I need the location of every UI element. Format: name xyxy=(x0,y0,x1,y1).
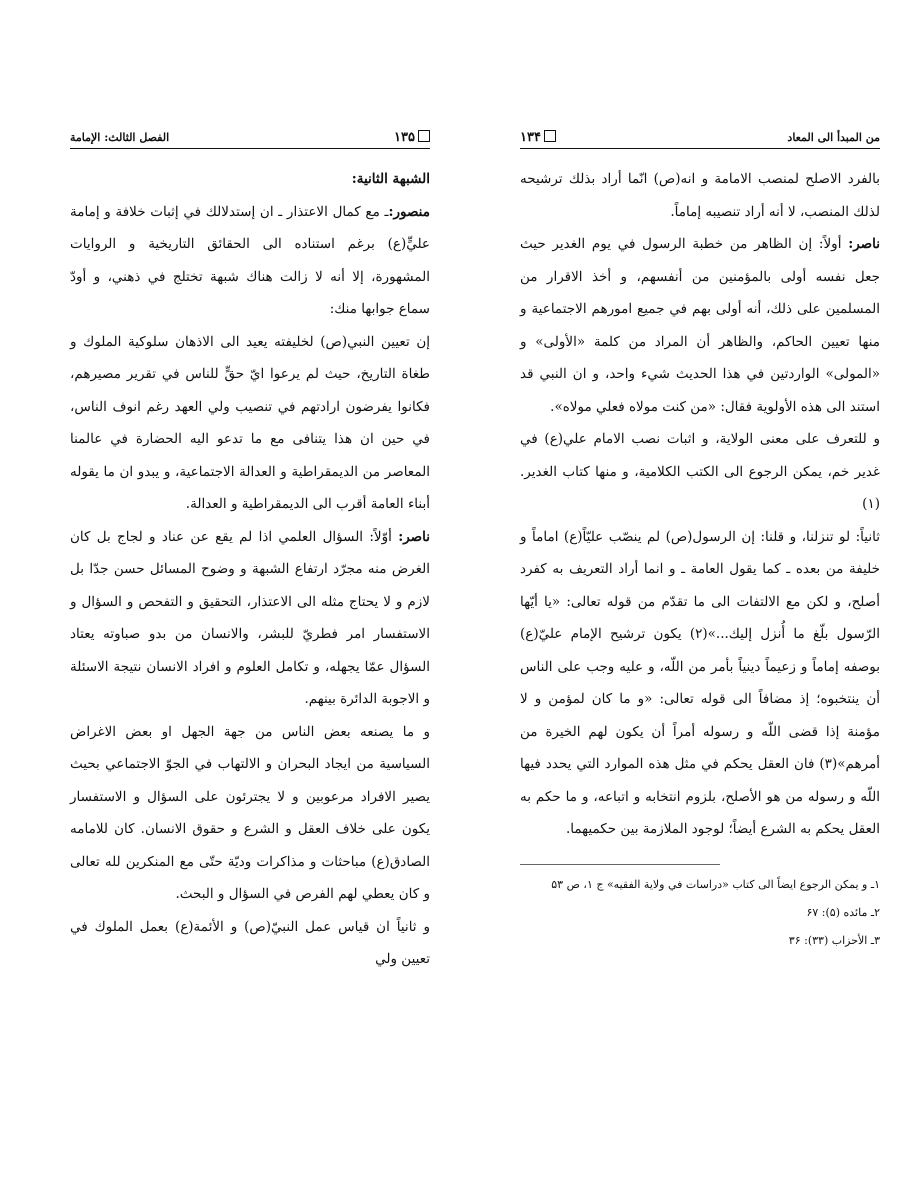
paragraph: و ثانياً ان قياس عمل النبيّ(ص) و الأئمة(ع) بعمل الملوك في تعيين ولي xyxy=(70,918,430,967)
running-header: من المبدأ الى المعاد xyxy=(787,131,880,144)
page-body xyxy=(70,163,430,976)
box-icon xyxy=(544,130,556,142)
paragraph: و ما يصنعه بعض الناس من جهة الجهل او بعض الاغراض السياسية من ايجاد البحران و الالتهاب في الجوّ الاجتماعي بحيث يصير الافراد مرعوبين و لا يجترئون على السؤال و الاستفسار يكون على خلاف العقل و الشرع و حقوق الانسان. كان للامامه الصادق(ع) مباحثات و مذاكرات وديّة حتّى مع المنكرين لله تعالى و كان يعطي لهم الفرص في السؤال و البحث. xyxy=(70,723,430,902)
paragraph: ثانياً: لو تنزلنا، و قلنا: إن الرسول(ص) لم ينصّب عليّاً(ع) اماماً و خليفة من بعده ـ كما يقول العامة ـ و انما أراد التعريف به كفرد أصلح، و لكن مع الالتفات الى ما تقدّم من قوله تعالى: «يا أيّها الرّسول بلّغ ما أُنزل إليك...»(۲) يكون ترشيح الإمام عليّ(ع) بوصفه إماماً و زعيماً دينياً بأمر من اللّه، و عليه وجب على الناس أن ينتخبوه؛ إذ مضافاً الى قوله تعالى: «و ما كان لمؤمن و لا مؤمنة إذا قضى اللّه و رسوله أمراً أن يكون لهم الخيرة من أمرهم»(۳) فان العقل يحكم في مثل هذه الموارد التي يحدد فيها اللّه و رسوله من هو الأصلح، بلزوم انتخابه و اتباعه، و ما حكم به العقل يحكم به الشرع أيضاً؛ لوجود الملازمة بين حكميهما. xyxy=(520,528,880,837)
page-number: ۱۳۵ xyxy=(394,130,430,145)
page-header xyxy=(70,130,430,149)
paragraph: بالفرد الاصلح لمنصب الامامة و انه(ص) انّما أراد بذلك ترشيحه لذلك المنصب، لا أنه أراد تنصيبه إماماً. xyxy=(520,171,880,220)
footnotes xyxy=(520,871,880,955)
running-header: الفصل الثالث: الإمامة xyxy=(70,131,170,144)
speaker-label: ناصر: xyxy=(398,528,430,545)
left-page xyxy=(70,130,430,976)
speaker-label: ناصر: xyxy=(848,236,880,252)
page-number: ۱۳۴ xyxy=(520,130,556,145)
paragraph: منصور:ـ مع كمال الاعتذار ـ ان إستدلالك في إثبات خلافة و إمامة عليٍّ(ع) برغم استناده الى الحقائق التاريخية و الروايات المشهورة، إلا أنه لا زالت هناك شبهة تختلج في ذهني، و أودّ سماع جوابها منك: xyxy=(70,203,430,317)
page-header xyxy=(520,130,880,149)
paragraph: و للتعرف على معنى الولاية، و اثبات نصب الامام علي(ع) في غدير خم، يمكن الرجوع الى الكتب الكلامية، و منها كتاب الغدير.(۱) xyxy=(520,431,880,512)
footnote: ۳ـ الأحزاب (۳۳): ۳۶ xyxy=(788,933,880,947)
footnote: ۲ـ مائده (۵): ۶۷ xyxy=(806,905,880,919)
box-icon xyxy=(418,130,430,142)
footnote: ۱ـ و يمكن الرجوع ايضاً الى كتاب «دراسات في ولاية الفقيه» ج ۱، ص ۵۳ xyxy=(551,877,880,891)
footnote-divider xyxy=(520,864,720,865)
paragraph: ناصر: أوّلاً: السؤال العلمي اذا لم يقع عن عناد و لجاج بل كان الغرض منه مجرّد ارتفاع الشبهة و وضوح المسائل حسن جدّا بل لازم و لا يحتاج مثله الى الاعتذار، التحقيق و التفحص و السؤال و الاستفسار امر فطريّ للبشر، والانسان من بدو صباوته يعتاد السؤال عمّا يجهله، و تكامل العلوم و افراد الانسان نتيجة الاسئلة و الاجوبة الدائرة بينهم. xyxy=(70,528,430,707)
paragraph: إن تعيين النبي(ص) لخليفته يعيد الى الاذهان سلوكية الملوك و طغاة التاريخ، حيث لم يرعوا ايّ حقٍّ للناس في تقرير مصيرهم، فكانوا يفرضون ارادتهم في تنصيب ولي العهد رغم انوف الناس، في حين ان هذا يتنافى مع ما تدعو اليه الحضارة في عالمنا المعاصر من الديمقراطية و العدالة الاجتماعية، و يبدو ان ما يقوله أبناء العامة أقرب الى الديمقراطية و العدالة. xyxy=(70,333,430,512)
speaker-label: منصور: xyxy=(388,203,430,220)
right-page xyxy=(520,130,880,955)
section-title: الشبهة الثانية: xyxy=(351,171,430,187)
paragraph: ناصر: أولاً: إن الظاهر من خطبة الرسول في يوم الغدير حيث جعل نفسه أولى بالمؤمنين من أنفسهم، و أخذ الاقرار من المسلمين على ذلك، أنه أولى بهم في جميع امورهم الاجتماعية و منها تعيين الحاكم، والظاهر أن المراد من كلمة «الأولى» و «المولى» الواردتين في هذا الحديث شيء واحد، و ان النبي قد استند الى هذه الأولوية فقال: «من كنت مولاه فعلي مولاه». xyxy=(520,236,880,415)
page-body xyxy=(520,163,880,846)
